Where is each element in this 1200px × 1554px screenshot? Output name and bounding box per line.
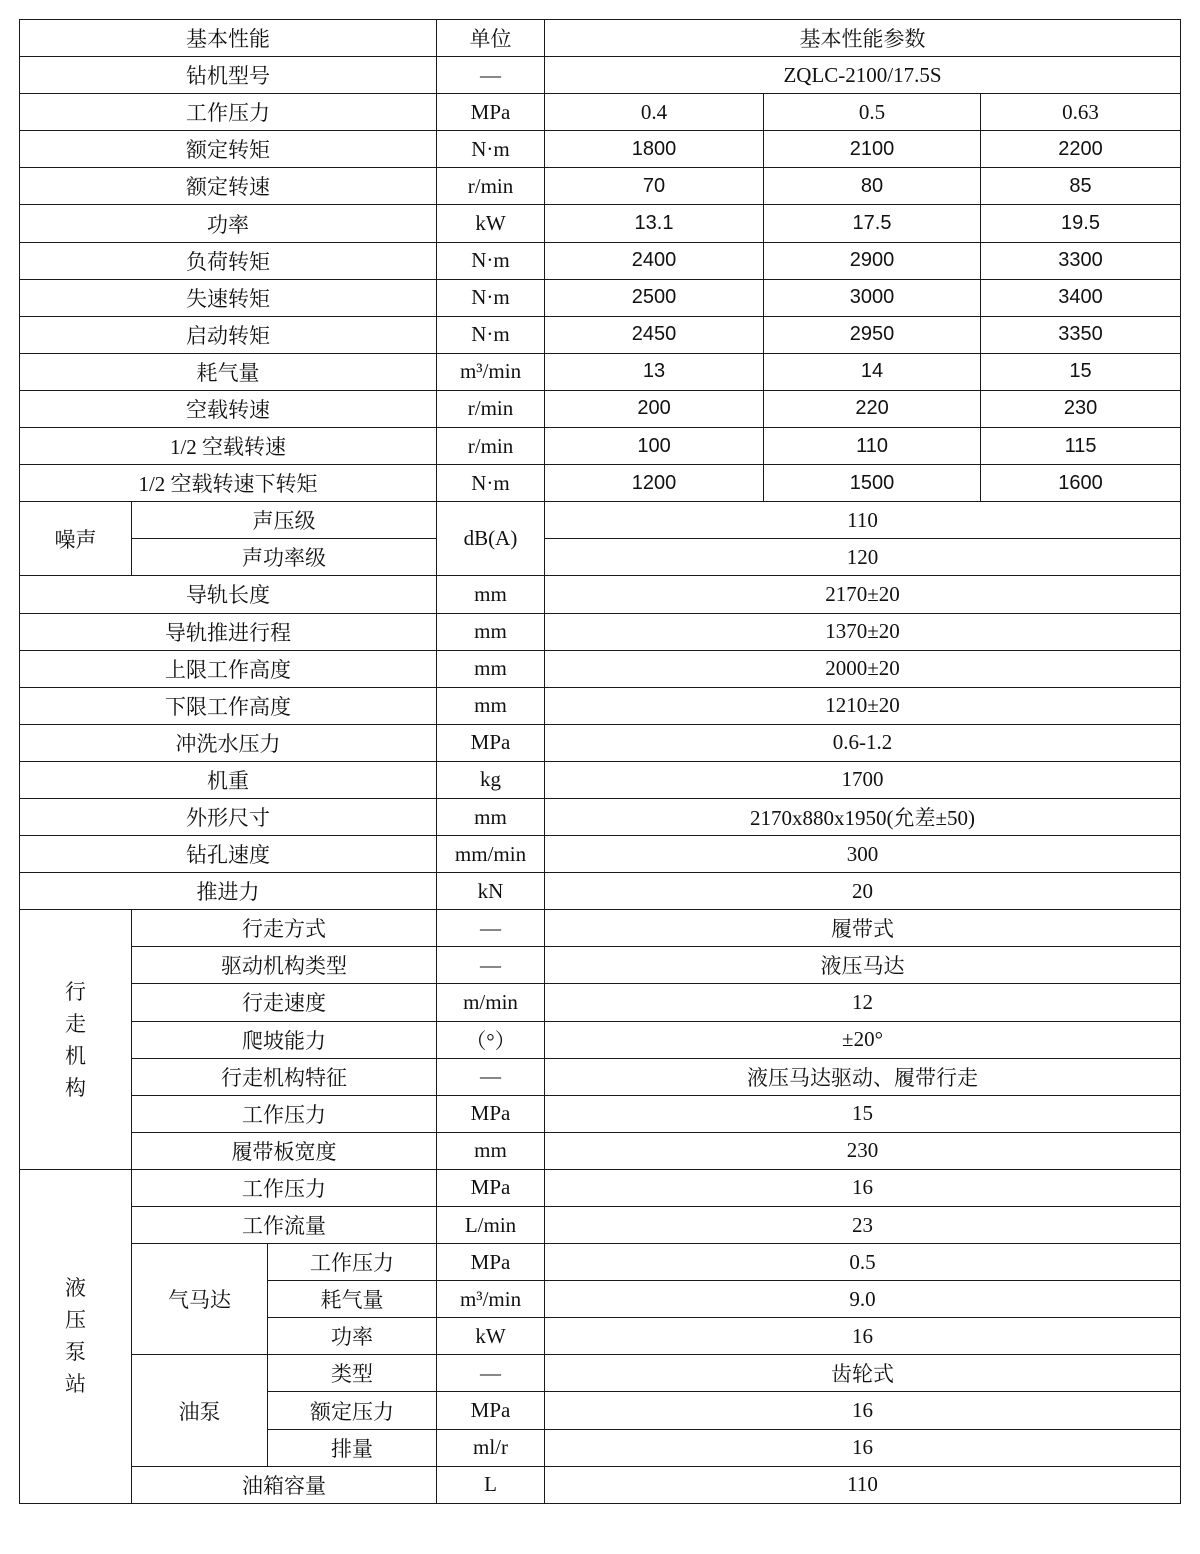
spec-label: 1/2 空载转速下转矩 [20,465,437,502]
spec-row [20,836,1181,873]
spec-value: 200 [545,390,764,427]
header-row [20,20,1181,57]
spec-row [20,353,1181,390]
spec-label: 耗气量 [20,353,437,390]
spec-unit: kW [437,205,545,242]
noise-sub-label: 声功率级 [132,539,437,576]
spec-unit: mm [437,650,545,687]
spec-unit: m³/min [437,353,545,390]
noise-unit: dB(A) [437,502,545,576]
oil-pump-label: 额定压力 [268,1392,437,1429]
spec-value: 13 [545,353,764,390]
travel-unit: MPa [437,1095,545,1132]
spec-value: 1210±20 [545,687,1181,724]
travel-group-char: 构 [65,1075,86,1100]
spec-label: 上限工作高度 [20,650,437,687]
noise-sub-label: 声压级 [132,502,437,539]
spec-label: 冲洗水压力 [20,724,437,761]
model-value: ZQLC-2100/17.5S [545,57,1181,94]
pressure-value: 0.4 [545,94,764,131]
spec-value: 15 [981,353,1181,390]
spec-value: 2000±20 [545,650,1181,687]
travel-value: 履带式 [545,910,1181,947]
spec-row [20,168,1181,205]
pressure-unit: MPa [437,94,545,131]
tank-label: 油箱容量 [132,1466,437,1503]
oil-pump-value: 16 [545,1429,1181,1466]
air-motor-row [20,1244,1181,1281]
travel-label: 履带板宽度 [132,1132,437,1169]
spec-label: 失速转矩 [20,279,437,316]
model-unit: — [437,57,545,94]
spec-unit: r/min [437,428,545,465]
model-row [20,57,1181,94]
spec-value: 1800 [545,131,764,168]
spec-row [20,428,1181,465]
spec-value: 3400 [981,279,1181,316]
header-unit: 单位 [437,20,545,57]
noise-value: 110 [545,502,1181,539]
spec-row [20,576,1181,613]
spec-value: 300 [545,836,1181,873]
travel-unit: — [437,910,545,947]
spec-value: 19.5 [981,205,1181,242]
spec-row [20,205,1181,242]
spec-label: 额定转速 [20,168,437,205]
spec-unit: N·m [437,316,545,353]
travel-value: ±20° [545,1021,1181,1058]
noise-row [20,502,1181,539]
travel-value: 液压马达驱动、履带行走 [545,1058,1181,1095]
tank-unit: L [437,1466,545,1503]
header-parameters: 基本性能参数 [545,20,1181,57]
pump-label: 工作流量 [132,1207,437,1244]
air-motor-unit: kW [437,1318,545,1355]
spec-unit: mm [437,798,545,835]
pump-value: 16 [545,1169,1181,1206]
spec-unit: kN [437,873,545,910]
spec-value: 100 [545,428,764,465]
travel-value: 12 [545,984,1181,1021]
spec-unit: r/min [437,168,545,205]
spec-unit: N·m [437,131,545,168]
travel-unit: — [437,947,545,984]
spec-label: 空载转速 [20,390,437,427]
spec-value: 2400 [545,242,764,279]
spec-value: 1600 [981,465,1181,502]
spec-value: 3000 [764,279,981,316]
spec-label: 下限工作高度 [20,687,437,724]
travel-value: 15 [545,1095,1181,1132]
spec-label: 外形尺寸 [20,798,437,835]
spec-row [20,279,1181,316]
spec-unit: mm [437,576,545,613]
pressure-row [20,94,1181,131]
travel-row [20,947,1181,984]
noise-row [20,539,1181,576]
spec-value: 3300 [981,242,1181,279]
travel-unit: （°） [437,1021,545,1058]
pump-unit: MPa [437,1169,545,1206]
air-motor-label: 工作压力 [268,1244,437,1281]
spec-label: 负荷转矩 [20,242,437,279]
spec-value: 1200 [545,465,764,502]
spec-unit: N·m [437,465,545,502]
spec-unit: N·m [437,279,545,316]
travel-label: 行走方式 [132,910,437,947]
travel-group-char: 走 [65,1011,86,1036]
travel-row [20,1132,1181,1169]
spec-label: 额定转矩 [20,131,437,168]
spec-unit: N·m [437,242,545,279]
pump-group-char: 泵 [65,1340,86,1365]
pressure-value: 0.5 [764,94,981,131]
spec-value: 2170x880x1950(允差±50) [545,798,1181,835]
header-performance: 基本性能 [20,20,437,57]
pressure-label: 工作压力 [20,94,437,131]
pump-label: 工作压力 [132,1169,437,1206]
spec-row [20,798,1181,835]
tank-value: 110 [545,1466,1181,1503]
spec-value: 14 [764,353,981,390]
spec-label: 推进力 [20,873,437,910]
spec-value: 2450 [545,316,764,353]
spec-row [20,650,1181,687]
noise-value: 120 [545,539,1181,576]
travel-label: 工作压力 [132,1095,437,1132]
air-motor-unit: MPa [437,1244,545,1281]
spec-row [20,687,1181,724]
oil-pump-unit: MPa [437,1392,545,1429]
pump-unit: L/min [437,1207,545,1244]
spec-value: 0.6-1.2 [545,724,1181,761]
spec-label: 导轨长度 [20,576,437,613]
spec-value: 2950 [764,316,981,353]
air-motor-label: 功率 [268,1318,437,1355]
spec-label: 1/2 空载转速 [20,428,437,465]
spec-value: 2170±20 [545,576,1181,613]
travel-label: 驱动机构类型 [132,947,437,984]
spec-value: 70 [545,168,764,205]
pressure-value: 0.63 [981,94,1181,131]
travel-row [20,1095,1181,1132]
travel-group-char: 机 [65,1043,86,1068]
spec-row [20,724,1181,761]
pump-group-char: 压 [65,1308,86,1333]
travel-value: 230 [545,1132,1181,1169]
pump-group-char: 站 [65,1372,86,1397]
travel-label: 行走速度 [132,984,437,1021]
tank-row [20,1466,1181,1503]
spec-row [20,873,1181,910]
air-motor-label: 耗气量 [268,1281,437,1318]
air-motor-value: 9.0 [545,1281,1181,1318]
spec-unit: MPa [437,724,545,761]
spec-value: 85 [981,168,1181,205]
model-label: 钻机型号 [20,57,437,94]
spec-unit: kg [437,761,545,798]
spec-unit: mm [437,687,545,724]
travel-group-char: 行 [65,979,86,1004]
travel-row [20,1021,1181,1058]
spec-value: 17.5 [764,205,981,242]
oil-pump-value: 齿轮式 [545,1355,1181,1392]
spec-value: 80 [764,168,981,205]
travel-row [20,910,1181,947]
travel-unit: m/min [437,984,545,1021]
oil-pump-label: 排量 [268,1429,437,1466]
spec-label: 钻孔速度 [20,836,437,873]
travel-value: 液压马达 [545,947,1181,984]
spec-value: 2100 [764,131,981,168]
oil-pump-row [20,1355,1181,1392]
spec-row [20,613,1181,650]
air-motor-group-label: 气马达 [132,1244,268,1355]
pump-row [20,1169,1181,1206]
travel-label: 爬坡能力 [132,1021,437,1058]
spec-value: 13.1 [545,205,764,242]
travel-unit: — [437,1058,545,1095]
spec-row [20,131,1181,168]
spec-value: 1500 [764,465,981,502]
spec-table [19,19,1181,1504]
oil-pump-unit: ml/r [437,1429,545,1466]
spec-unit: r/min [437,390,545,427]
travel-row [20,1058,1181,1095]
air-motor-unit: m³/min [437,1281,545,1318]
pump-row [20,1207,1181,1244]
pump-station-group-label [20,1169,132,1503]
oil-pump-unit: — [437,1355,545,1392]
travel-unit: mm [437,1132,545,1169]
spec-value: 230 [981,390,1181,427]
spec-label: 启动转矩 [20,316,437,353]
pump-group-char: 液 [65,1276,86,1301]
spec-label: 功率 [20,205,437,242]
spec-value: 1700 [545,761,1181,798]
travel-row [20,984,1181,1021]
spec-label: 导轨推进行程 [20,613,437,650]
oil-pump-group-label: 油泵 [132,1355,268,1466]
spec-row [20,316,1181,353]
spec-unit: mm/min [437,836,545,873]
spec-row [20,465,1181,502]
pump-value: 23 [545,1207,1181,1244]
spec-value: 2200 [981,131,1181,168]
spec-value: 2500 [545,279,764,316]
spec-row [20,242,1181,279]
oil-pump-value: 16 [545,1392,1181,1429]
oil-pump-label: 类型 [268,1355,437,1392]
spec-row [20,390,1181,427]
noise-group-label: 噪声 [20,502,132,576]
travel-label: 行走机构特征 [132,1058,437,1095]
spec-unit: mm [437,613,545,650]
travel-group-label [20,910,132,1170]
air-motor-value: 16 [545,1318,1181,1355]
spec-value: 2900 [764,242,981,279]
air-motor-value: 0.5 [545,1244,1181,1281]
spec-value: 115 [981,428,1181,465]
spec-value: 20 [545,873,1181,910]
spec-value: 3350 [981,316,1181,353]
spec-row [20,761,1181,798]
spec-value: 1370±20 [545,613,1181,650]
spec-value: 220 [764,390,981,427]
spec-label: 机重 [20,761,437,798]
spec-value: 110 [764,428,981,465]
